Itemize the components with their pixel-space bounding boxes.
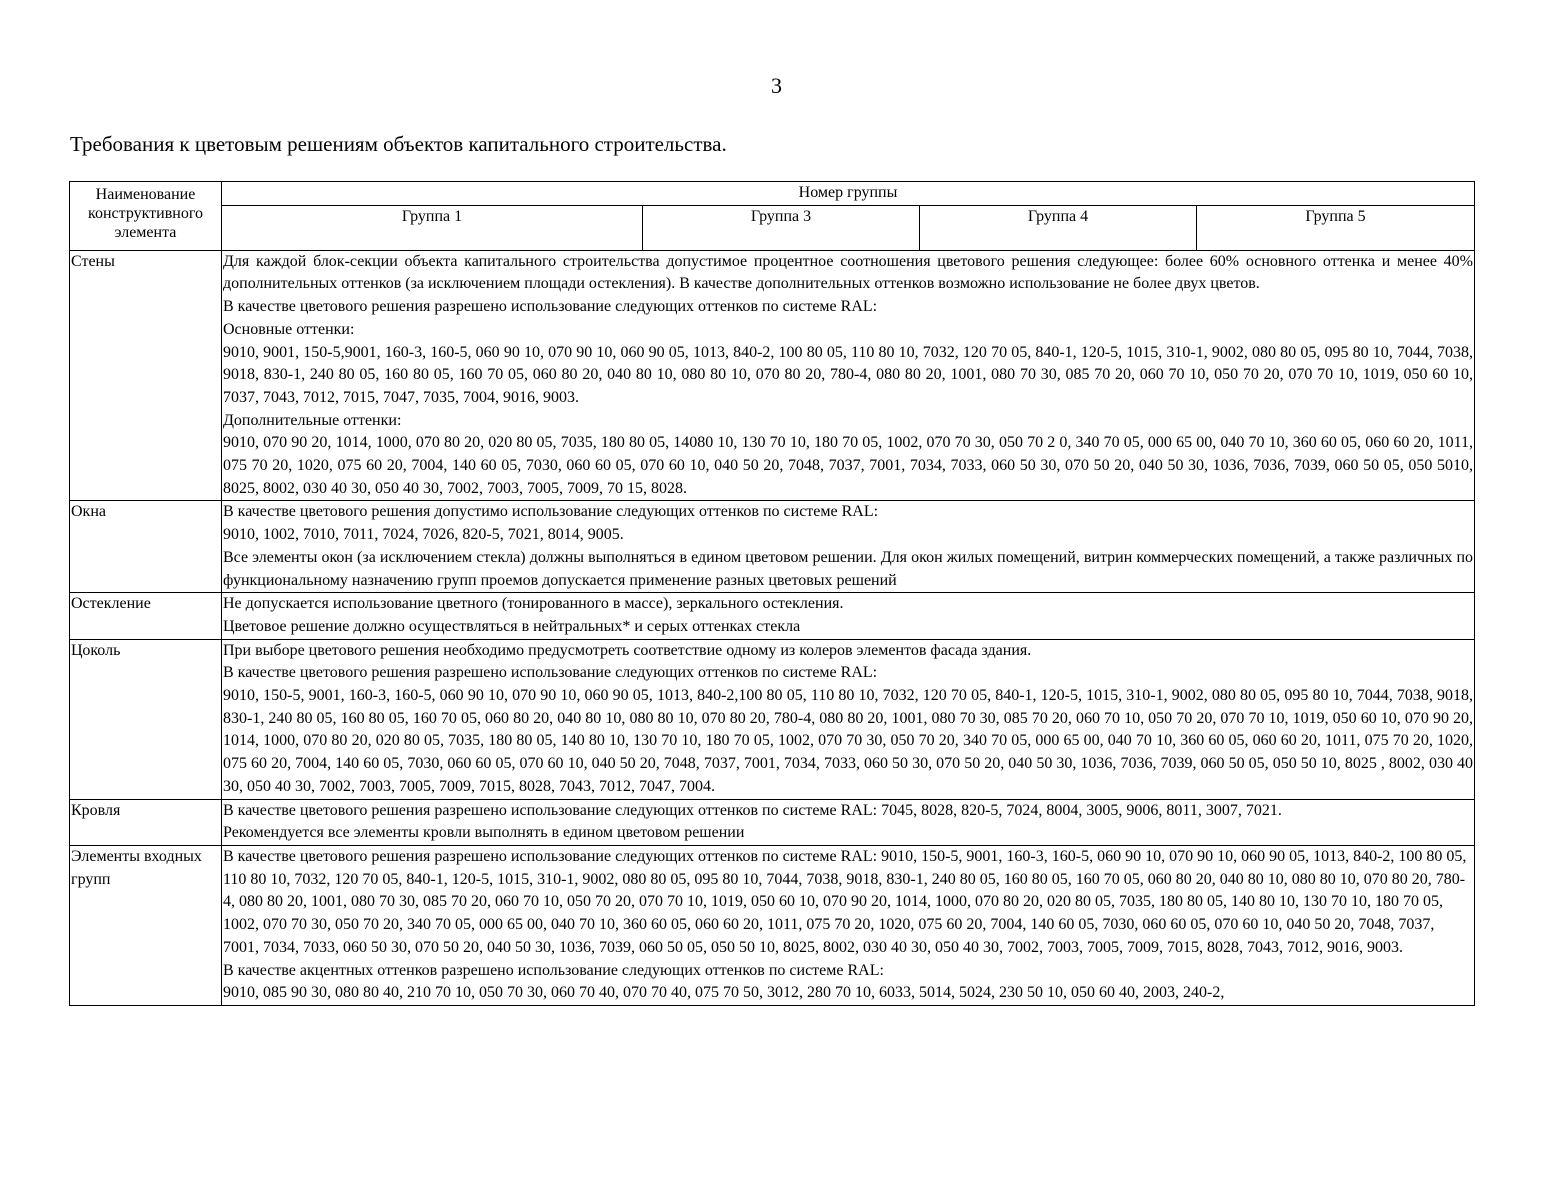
color-requirements-table: [69, 181, 1475, 1006]
table-row-entrance: [70, 845, 1475, 1005]
group-4-header: Группа 4: [920, 205, 1197, 250]
row-name: Остекление: [70, 593, 222, 639]
windows-ral-intro: В качестве цветового решения допустимо использование следующих оттенков по системе RAL:: [223, 503, 879, 521]
element-column-header: Наименование конструктивного элемента: [70, 182, 222, 251]
table-row-walls: [70, 250, 1475, 501]
walls-ral-intro: В качестве цветового решения разрешено использование следующих оттенков по системе RAL:: [223, 298, 878, 316]
row-content: [222, 639, 1475, 799]
row-content: [222, 593, 1475, 639]
walls-main-heading: Основные оттенки:: [223, 320, 355, 338]
entrance-accent-intro: В качестве акцентных оттенков разрешено использование следующих оттенков по системе RAL:: [223, 961, 884, 979]
table-row-windows: [70, 501, 1475, 593]
row-name: Элементы входных групп: [70, 845, 222, 1005]
row-content: [222, 845, 1475, 1005]
plinth-ral-intro: В качестве цветового решения разрешено использование следующих оттенков по системе RAL:: [223, 664, 878, 682]
table-row-glazing: [70, 593, 1475, 639]
entrance-accent-list: 9010, 085 90 30, 080 80 40, 210 70 10, 050 70 30, 060 70 40, 070 70 40, 075 70 50, 3012, 280 70 10, 6033, 5014, 5024, 230 50 10, 050 60 40, 2003, 240-2,: [223, 984, 1225, 1002]
table-row-plinth: [70, 639, 1475, 799]
table-row-roof: [70, 799, 1475, 845]
row-name: Кровля: [70, 799, 222, 845]
group-number-header: Номер группы: [222, 182, 1475, 206]
document-title: Требования к цветовым решениям объектов капитального строительства.: [70, 132, 727, 156]
walls-main-list: 9010, 9001, 150-5,9001, 160-3, 160-5, 060 90 10, 070 90 10, 060 90 05, 1013, 840-2, 100 80 05, 110 80 10, 7032, 120 70 05, 840-1, 120-5, 1015, 310-1, 9002, 080 80 05, 095 80 10, 7044, 7038, 9018, 830-1, 240 80 05, 160 80 05, 160 70 05, 060 80 20, 040 80 10, 080 80 10, 070 80 20, 780-4, 080 80 20, 1001, 080 70 30, 085 70 20, 060 70 10, 050 70 20, 070 70 10, 1019, 050 60 10, 7037, 7043, 7012, 7015, 7047, 7035, 7004, 9016, 9003.: [223, 343, 1474, 406]
roof-note: Рекомендуется все элементы кровли выполнять в едином цветовом решении: [223, 824, 745, 842]
group-3-header: Группа 3: [643, 205, 920, 250]
row-content: [222, 799, 1475, 845]
page-number: 3: [771, 73, 782, 98]
glazing-note: Цветовое решение должно осуществляться в нейтральных* и серых оттенках стекла: [223, 617, 801, 635]
row-content: [222, 250, 1475, 501]
roof-ral-list: В качестве цветового решения разрешено использование следующих оттенков по системе RAL: 7045, 8028, 820-5, 7024, 8004, 3005, 9006, 8011, 3007, 7021.: [223, 801, 1282, 819]
group-1-header: Группа 1: [222, 205, 643, 250]
row-name: Окна: [70, 501, 222, 593]
windows-note: Все элементы окон (за исключением стекла) должны выполняться в едином цветовом решении. Для окон жилых помещений, витрин коммерческих помещений, а также различных по функциональному назначению групп проемов допускается применение разных цветовых решений: [223, 548, 1474, 589]
row-name: Стены: [70, 250, 222, 501]
plinth-note: При выборе цветового решения необходимо предусмотреть соответствие одному из колеров элементов фасада здания.: [223, 641, 1032, 659]
walls-extra-list: 9010, 070 90 20, 1014, 1000, 070 80 20, 020 80 05, 7035, 180 80 05, 14080 10, 130 70 10, 180 70 05, 1002, 070 70 30, 050 70 2 0, 340 70 05, 000 65 00, 040 70 10, 360 60 05, 060 60 20, 1011, 075 70 20, 1020, 075 60 20, 7004, 140 60 05, 7030, 060 60 05, 070 60 10, 040 50 20, 7048, 7037, 7001, 7034, 7033, 060 50 30, 070 50 20, 040 50 30, 1036, 7036, 7039, 060 50 05, 050 5010, 8025, 8002, 030 40 30, 050 40 30, 7002, 7003, 7005, 7009, 70 15, 8028.: [223, 434, 1474, 497]
glazing-restriction: Не допускается использование цветного (тонированного в массе), зеркального остекления.: [223, 595, 844, 613]
header-row: [70, 182, 1475, 206]
group-header-row: [70, 205, 1475, 250]
walls-ratio-text: Для каждой блок-секции объекта капитального строительства допустимое процентное соотношения цветового решения следующее: более 60% основного оттенка и менее 40% дополнительных оттенков (за исключением площади остекления). В качестве дополнительных оттенков возможно использование не более двух цветов.: [223, 252, 1474, 293]
windows-list: 9010, 1002, 7010, 7011, 7024, 7026, 820-5, 7021, 8014, 9005.: [223, 526, 624, 544]
row-content: [222, 501, 1475, 593]
row-name: Цоколь: [70, 639, 222, 799]
walls-extra-heading: Дополнительные оттенки:: [223, 411, 402, 429]
plinth-list: 9010, 150-5, 9001, 160-3, 160-5, 060 90 10, 070 90 10, 060 90 05, 1013, 840-2,100 80 05, 110 80 10, 7032, 120 70 05, 840-1, 120-5, 1015, 310-1, 9002, 080 80 05, 095 80 10, 7044, 7038, 9018, 830-1, 240 80 05, 160 80 05, 160 70 05, 060 80 20, 040 80 10, 080 80 10, 070 80 20, 780-4, 080 80 20, 1001, 080 70 30, 085 70 20, 060 70 10, 050 70 20, 070 70 10, 1019, 050 60 10, 070 90 20, 1014, 1000, 070 80 20, 020 80 05, 7035, 180 80 05, 140 80 10, 130 70 10, 180 70 05, 1002, 070 70 30, 050 70 20, 340 70 05, 000 65 00, 040 70 10, 360 60 05, 060 60 20, 1011, 075 70 20, 1020, 075 60 20, 7004, 140 60 05, 7030, 060 60 05, 070 60 10, 040 50 20, 7048, 7037, 7001, 7034, 7033, 060 50 30, 070 50 20, 040 50 30, 1036, 7036, 7039, 060 50 05, 050 50 10, 8025 , 8002, 030 40 30, 050 40 30, 7002, 7003, 7005, 7009, 7015, 8028, 7043, 7012, 7047, 7004.: [223, 687, 1474, 795]
group-5-header: Группа 5: [1197, 205, 1475, 250]
entrance-ral-list: В качестве цветового решения разрешено использование следующих оттенков по системе RAL: 9010, 150-5, 9001, 160-3, 160-5, 060 90 10, 070 90 10, 060 90 05, 1013, 840-2, 100 80 05, 110 80 10, 7032, 120 70 05, 840-1, 120-5, 1015, 310-1, 9002, 080 80 05, 095 80 10, 7044, 7038, 9018, 830-1, 240 80 05, 160 80 05, 160 70 05, 060 80 20, 040 80 10, 080 80 10, 070 80 20, 780-4, 080 80 20, 1001, 080 70 30, 085 70 20, 060 70 10, 050 70 20, 070 70 10, 1019, 050 60 10, 070 90 20, 1014, 1000, 070 80 20, 020 80 05, 7035, 180 80 05, 140 80 10, 130 70 10, 180 70 05, 1002, 070 70 30, 050 70 20, 340 70 05, 000 65 00, 040 70 10, 360 60 05, 060 60 20, 1011, 075 70 20, 1020, 075 60 20, 7004, 140 60 05, 7030, 060 60 05, 070 60 10, 040 50 20, 7048, 7037, 7001, 7034, 7033, 060 50 30, 070 50 20, 040 50 30, 1036, 7039, 060 50 05, 050 50 10, 8025, 8002, 030 40 30, 050 40 30, 7002, 7003, 7005, 7009, 7015, 8028, 7043, 7012, 9016, 9003.: [223, 847, 1467, 956]
